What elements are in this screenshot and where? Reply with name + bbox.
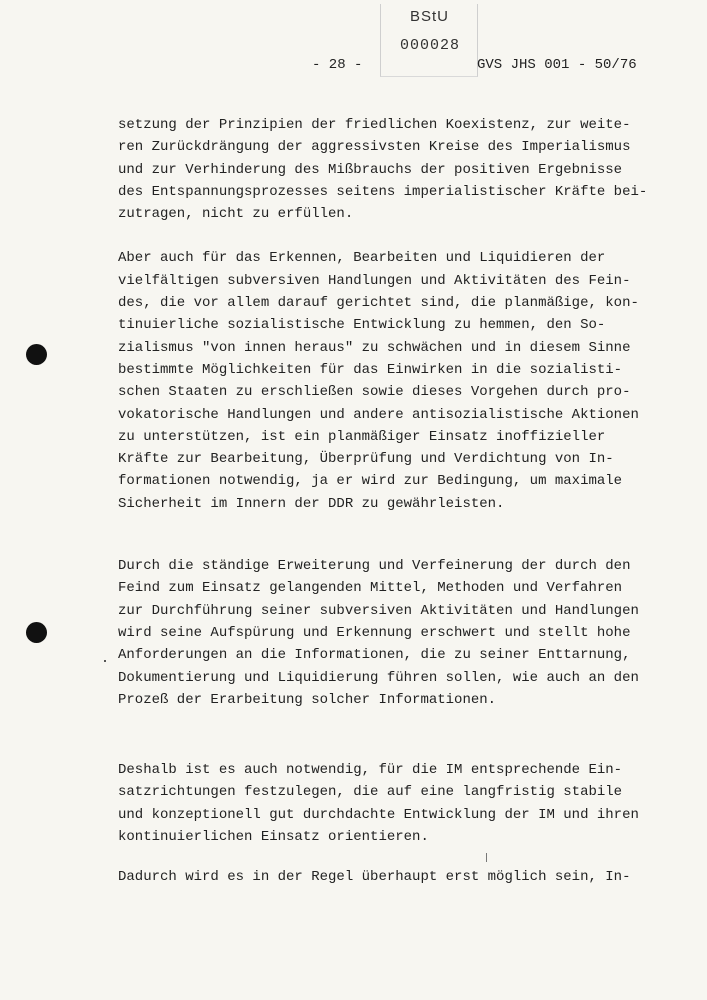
paragraph-1: setzung der Prinzipien der friedlichen Koexistenz, zur weite- ren Zurückdrängung der aggressivsten Kreise des Imperialismus und zur Verhinderung des Mißbrauchs der positiven Ergebnisse des Entspannungsprozesses seitens imperialistischer Kräfte bei- zutragen, nicht zu erfüllen.	[118, 117, 648, 223]
paragraph-5: Dadurch wird es in der Regel überhaupt erst möglich sein, In-	[118, 869, 631, 886]
paragraph-2: Aber auch für das Erkennen, Bearbeiten und Liquidieren der vielfältigen subversiven Handlungen und Aktivitäten des Fein- des, die vor allem darauf gerichtet sind, die planmäßige, kon- tinuierliche sozialistische Entwicklung zu hemmen, den So- zialismus "von innen heraus" zu schwächen und in diesem Sinne bestimmte Möglichkeiten für das Einwirken in die sozialisti- schen Staaten zu erschließen sowie dieses Vorgehen durch pro- vokatorische Handlungen und andere antisozialistische Aktionen zu unterstützen, ist ein planmäßiger Einsatz inoffizieller Kräfte zur Bearbeitung, Überprüfung und Verdichtung von In- formationen notwendig, ja er wird zur Bedingung, um maximale Sicherheit im Innern der DDR zu gewährleisten.	[118, 250, 639, 512]
page-number: - 28 -	[312, 57, 363, 73]
paragraph-3: Durch die ständige Erweiterung und Verfeinerung der durch den Feind zum Einsatz gelangenden Mittel, Methoden und Verfahren zur Durchführung seiner subversiven Aktivitäten und Handlungen wird seine Aufspürung und Erkennung erschwert und stellt hohe Anforderungen an die Informationen, die zu seiner Enttarnung, Dokumentierung und Liquidierung führen sollen, wie auch an den Prozeß der Erarbeitung solcher Informationen.	[118, 558, 639, 708]
margin-speck	[104, 660, 106, 662]
document-reference: GVS JHS 001 - 50/76	[477, 57, 637, 73]
archive-stamp-number: 000028	[400, 37, 461, 54]
punch-hole-lower	[26, 622, 47, 643]
paragraph-4: Deshalb ist es auch notwendig, für die IM entsprechende Ein- satzrichtungen festzulegen, die auf eine langfristig stabile und konzeptionell gut durchdachte Entwicklung der IM und ihren kontinuierlichen Einsatz orientieren.	[118, 762, 639, 846]
archive-stamp-agency: BStU	[410, 8, 450, 25]
punch-hole-upper	[26, 344, 47, 365]
document-body	[118, 114, 683, 889]
